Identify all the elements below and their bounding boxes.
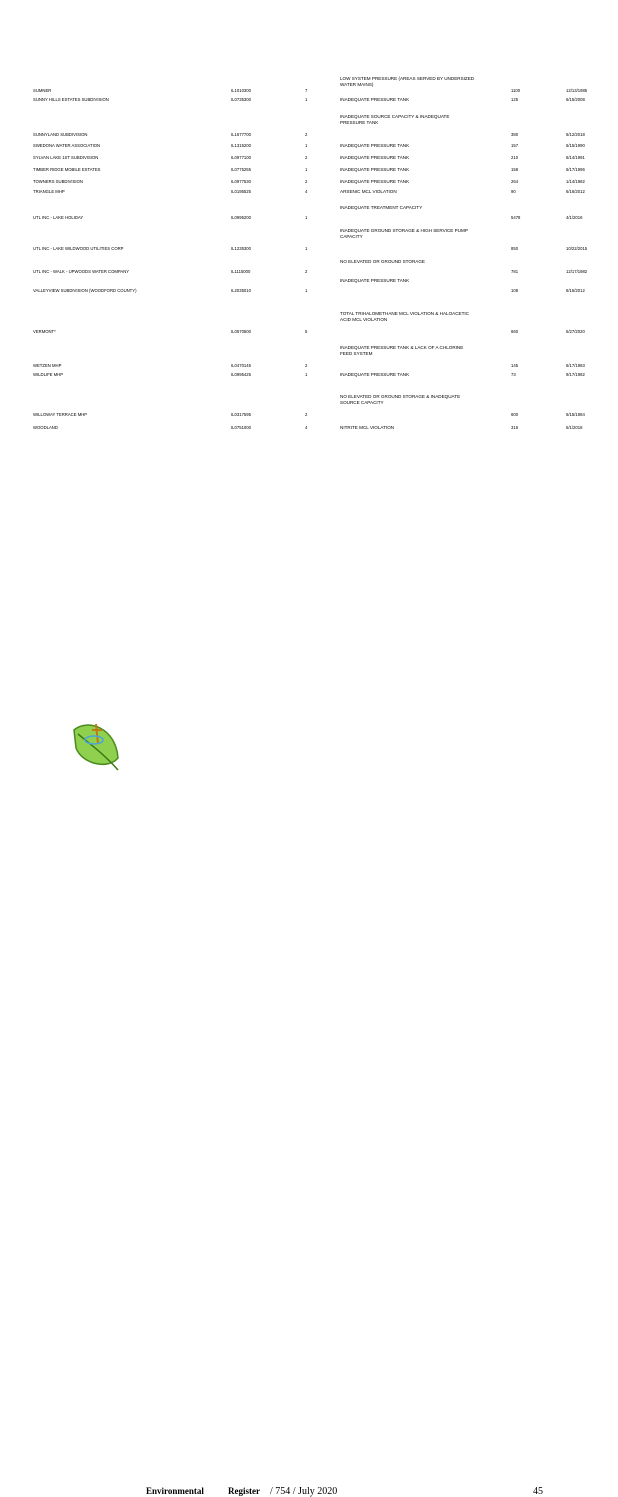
cell-population: 73 bbox=[511, 372, 516, 377]
footer-register: Register bbox=[228, 1486, 260, 1496]
cell-date: 10/22/2015 bbox=[566, 246, 588, 251]
cell-count: 1 bbox=[305, 143, 308, 148]
cell-pws: IL0195525 bbox=[231, 189, 251, 194]
cell-name: SWEDONA WATER ASSOCIATION bbox=[33, 143, 101, 148]
cell-pws: IL0751000 bbox=[231, 425, 251, 430]
cell-count: 2 bbox=[305, 412, 308, 417]
cell-name: WETZEN MHP bbox=[33, 363, 62, 368]
cell-date: 6/15/1984 bbox=[566, 412, 585, 417]
cell-name: VERMONT* bbox=[33, 329, 56, 334]
cell-date: 6/15/2008 bbox=[566, 97, 585, 102]
cell-name: VALLEYVIEW SUBDIVISION (WOODFORD COUNTY) bbox=[33, 288, 137, 293]
cell-date: 9/17/1982 bbox=[566, 372, 585, 377]
cell-pws: IL0775255 bbox=[231, 167, 251, 172]
cell-description: INADEQUATE GROUND STORAGE & HIGH SERVICE PUMP CAPACITY bbox=[340, 228, 468, 239]
page-number: 45 bbox=[533, 1486, 543, 1497]
cell-count: 2 bbox=[305, 179, 308, 184]
cell-pws: IL1235300 bbox=[231, 246, 251, 251]
footer-issue: / 754 / July 2020 bbox=[270, 1486, 338, 1497]
cell-population: 90 bbox=[511, 189, 516, 194]
cell-population: 850 bbox=[511, 246, 519, 251]
cell-pws: IL0735300 bbox=[231, 97, 251, 102]
cell-name: UTL INC - LAKE WILDWOOD UTILITIES CORP bbox=[33, 246, 124, 251]
cell-population: 5478 bbox=[511, 215, 521, 220]
cell-population: 380 bbox=[511, 132, 519, 137]
cell-pws: IL0995200 bbox=[231, 215, 251, 220]
cell-date: 12/17/1982 bbox=[566, 269, 588, 274]
cell-count: 1 bbox=[305, 215, 308, 220]
cell-population: 125 bbox=[511, 97, 519, 102]
cell-date: 6/17/1983 bbox=[566, 363, 585, 368]
cell-description: INADEQUATE PRESSURE TANK bbox=[340, 97, 410, 102]
cell-pws: IL1315200 bbox=[231, 143, 251, 148]
cell-name: SUMNER bbox=[33, 88, 52, 93]
cell-population: 157 bbox=[511, 143, 519, 148]
cell-population: 158 bbox=[511, 167, 519, 172]
cell-date: 5/27/2020 bbox=[566, 329, 585, 334]
cell-count: 1 bbox=[305, 246, 308, 251]
cell-description: ARSENIC MCL VIOLATION bbox=[340, 189, 397, 194]
cell-name: SYLVAN LAKE 1ST SUBDIVISION bbox=[33, 155, 99, 160]
cell-pws: IL0317595 bbox=[231, 412, 251, 417]
cell-name: TOWNERS SUBDIVISION bbox=[33, 179, 83, 184]
cell-name: WOODLAND bbox=[33, 425, 58, 430]
cell-count: 4 bbox=[305, 189, 308, 194]
cell-description: NITRITE MCL VIOLATION bbox=[340, 425, 395, 430]
cell-count: 1 bbox=[305, 288, 308, 293]
cell-description: INADEQUATE PRESSURE TANK bbox=[340, 179, 410, 184]
cell-pws: IL0470145 bbox=[231, 363, 251, 368]
cell-count: 4 bbox=[305, 425, 308, 430]
cell-date: 1/14/1982 bbox=[566, 179, 585, 184]
cell-pws: IL0995425 bbox=[231, 372, 251, 377]
cell-population: 660 bbox=[511, 329, 519, 334]
cell-description: INADEQUATE TREATMENT CAPACITY bbox=[340, 205, 423, 210]
cell-date: 4/1/2016 bbox=[566, 215, 583, 220]
cell-pws: IL0570500 bbox=[231, 329, 251, 334]
cell-description: INADEQUATE PRESSURE TANK & LACK OF A CHLORINE FEED SYSTEM bbox=[340, 345, 464, 356]
cell-population: 145 bbox=[511, 363, 519, 368]
cell-pws: IL0977530 bbox=[231, 179, 251, 184]
cell-count: 2 bbox=[305, 132, 308, 137]
cell-description: INADEQUATE SOURCE CAPACITY & INADEQUATE PRESSURE TANK bbox=[340, 114, 450, 125]
cell-name: SUNNYLAND SUBDIVISION bbox=[33, 132, 88, 137]
cell-description: INADEQUATE PRESSURE TANK bbox=[340, 155, 410, 160]
cell-description: TOTAL TRIHALOMETHANE MCL VIOLATION & HALOACETIC ACID MCL VIOLATION bbox=[340, 311, 469, 322]
cell-count: 5 bbox=[305, 329, 308, 334]
cell-date: 12/13/1985 bbox=[566, 88, 588, 93]
page-footer bbox=[0, 742, 618, 1497]
cell-population: 108 bbox=[511, 288, 519, 293]
cell-count: 2 bbox=[305, 363, 308, 368]
cell-count: 1 bbox=[305, 167, 308, 172]
cell-pws: IL2035010 bbox=[231, 288, 251, 293]
cell-population: 316 bbox=[511, 425, 519, 430]
cell-description: INADEQUATE PRESSURE TANK bbox=[340, 143, 410, 148]
cell-description: LOW SYSTEM PRESSURE (AREAS SERVED BY UNDERSIZED WATER MAINS) bbox=[340, 76, 475, 87]
cell-date: 6/15/2012 bbox=[566, 288, 585, 293]
cell-name: WILDLIFE MHP bbox=[33, 372, 64, 377]
cell-date: 5/1/2018 bbox=[566, 425, 583, 430]
cell-description: INADEQUATE PRESSURE TANK bbox=[340, 167, 410, 172]
cell-date: 6/17/1996 bbox=[566, 167, 585, 172]
cell-population: 781 bbox=[511, 269, 519, 274]
footer-title: Environmental bbox=[146, 1486, 204, 1496]
cell-description: INADEQUATE PRESSURE TANK bbox=[340, 278, 410, 283]
cell-pws: IL1115000 bbox=[231, 269, 251, 274]
cell-description: NO ELEVATED OR GROUND STORAGE & INADEQUATE SOURCE CAPACITY bbox=[340, 394, 461, 405]
cell-population: 1100 bbox=[511, 88, 521, 93]
cell-date: 6/15/1990 bbox=[566, 143, 585, 148]
cell-population: 600 bbox=[511, 412, 519, 417]
cell-population: 264 bbox=[511, 179, 519, 184]
cell-count: 7 bbox=[305, 88, 308, 93]
cell-count: 2 bbox=[305, 155, 308, 160]
cell-pws: IL1010300 bbox=[231, 88, 251, 93]
cell-date: 6/16/2012 bbox=[566, 189, 585, 194]
cell-population: 210 bbox=[511, 155, 519, 160]
cell-pws: IL0977100 bbox=[231, 155, 251, 160]
cell-description: NO ELEVATED OR GROUND STORAGE bbox=[340, 259, 425, 264]
cell-count: 1 bbox=[305, 372, 308, 377]
cell-name: UTL INC - WALK - UPWOODS WATER COMPANY bbox=[33, 269, 130, 274]
cell-date: 6/12/2018 bbox=[566, 132, 585, 137]
cell-name: TRIANGLE MHP bbox=[33, 189, 65, 194]
cell-name: WILLOWAY TERRACE MHP bbox=[33, 412, 88, 417]
cell-name: UTL INC - LAKE HOLIDAY bbox=[33, 215, 84, 220]
cell-count: 2 bbox=[305, 269, 308, 274]
cell-date: 6/14/1991 bbox=[566, 155, 585, 160]
cell-count: 1 bbox=[305, 97, 308, 102]
cell-description: INADEQUATE PRESSURE TANK bbox=[340, 372, 410, 377]
cell-name: TIMBER RIDGE MOBILE ESTATES bbox=[33, 167, 101, 172]
cell-name: SUNNY HILLS ESTATES SUBDIVISION bbox=[33, 97, 109, 102]
cell-pws: IL1677700 bbox=[231, 132, 251, 137]
